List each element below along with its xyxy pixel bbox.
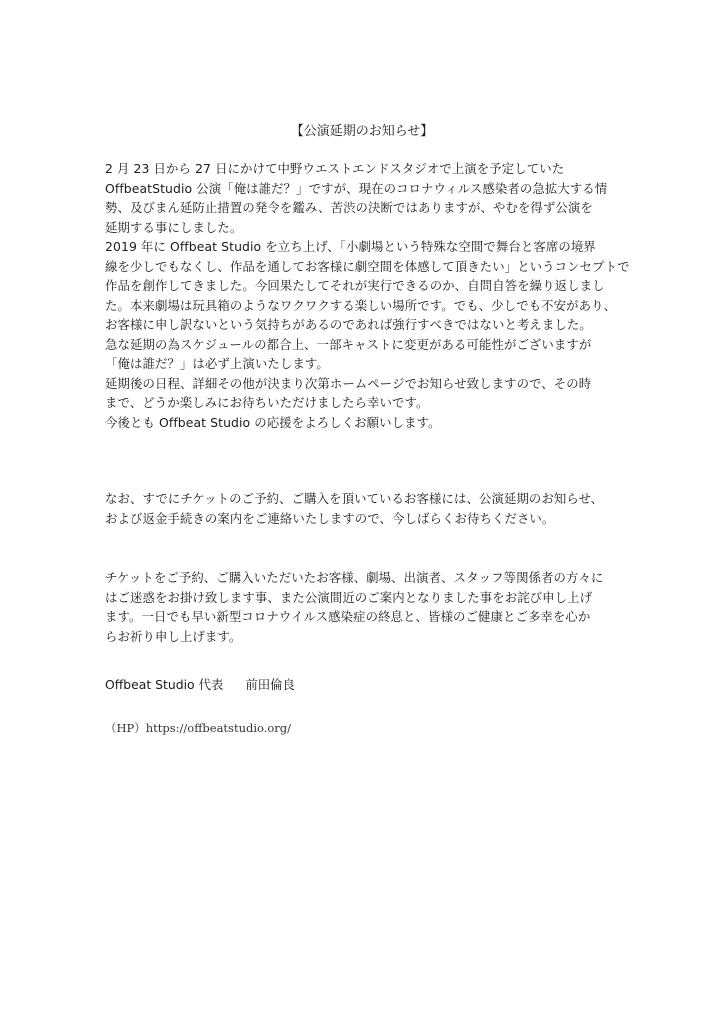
text-line: 急な延期の為スケジュールの都合上、一部キャストに変更がある可能性がございますが xyxy=(105,336,592,352)
text-line: はご迷惑をお掛け致します事、また公演間近のご案内となりました事をお詫び申し上げ xyxy=(105,589,593,605)
paragraph-apology xyxy=(105,568,665,646)
text-line: および返金手続きの案内をご連絡いたしますので、今しばらくお待ちください。 xyxy=(105,510,555,526)
paragraph-ticket-refund xyxy=(105,489,665,528)
text-line: 2 月 23 日から 27 日にかけて中野ウエストエンドスタジオで上演を予定していた xyxy=(105,161,565,176)
text-line: 延期後の日程、詳細その他が決まり次第ホームページでお知らせ致しますので、その時 xyxy=(105,375,592,391)
text-line: なお、すでにチケットのご予約、ご購入を頂いているお客様には、公演延期のお知らせ、 xyxy=(105,491,604,506)
text-line: まで、どうか楽しみにお待ちいただけましたら幸いです。 xyxy=(105,395,429,410)
signature-name: 前田倫良 xyxy=(245,677,295,692)
signature-org: Offbeat Studio 代表 xyxy=(105,677,224,692)
text-line: お客様に申し訳ないという気持ちがあるのであれば強行すべきではないと考えました。 xyxy=(105,317,592,332)
text-line: OffbeatStudio 公演「俺は誰だ？」ですが、現在のコロナウィルス感染者の急拡大する情 xyxy=(105,180,608,196)
text-line: 延期する事にしました。 xyxy=(105,219,243,235)
text-line: ます。一日でも早い新型コロナウイルス感染症の終息と、皆様のご健康とご多幸を心か xyxy=(105,609,591,624)
text-line: 線を少しでもなくし、作品を通してお客様に劇空間を体感して頂きたい」というコンセプトで xyxy=(105,258,630,274)
text-line: 作品を創作してきました。今回果たしてそれが実行できるのか、自問自答を繰り返しまし xyxy=(105,278,605,293)
signature xyxy=(105,675,295,695)
text-line: 「俺は誰だ？」は必ず上演いたします。 xyxy=(105,356,329,371)
text-line: らお祈り申し上げます。 xyxy=(105,628,242,644)
text-line: チケットをご予約、ご購入いただいたお客様、劇場、出演者、スタッフ等関係者の方々に xyxy=(105,570,604,585)
text-line: た。本来劇場は玩具箱のようなワクワクする楽しい場所です。でも、少しでも不安があり、 xyxy=(105,297,617,313)
homepage-url: （HP）https://offbeatstudio.org/ xyxy=(105,721,292,735)
notice-title: 【公演延期のお知らせ】 xyxy=(290,124,434,139)
text-line: 2019 年に Offbeat Studio を立ち上げ、「小劇場という特殊な空間で舞台と客席の境界 xyxy=(105,239,596,254)
paragraph-postponement xyxy=(105,159,665,432)
text-line: 今後とも Offbeat Studio の応援をよろしくお願いします。 xyxy=(105,414,441,430)
text-line: 勢、及びまん延防止措置の発令を鑑み、苦渋の決断ではありますが、やむを得ず公演を xyxy=(105,200,593,215)
